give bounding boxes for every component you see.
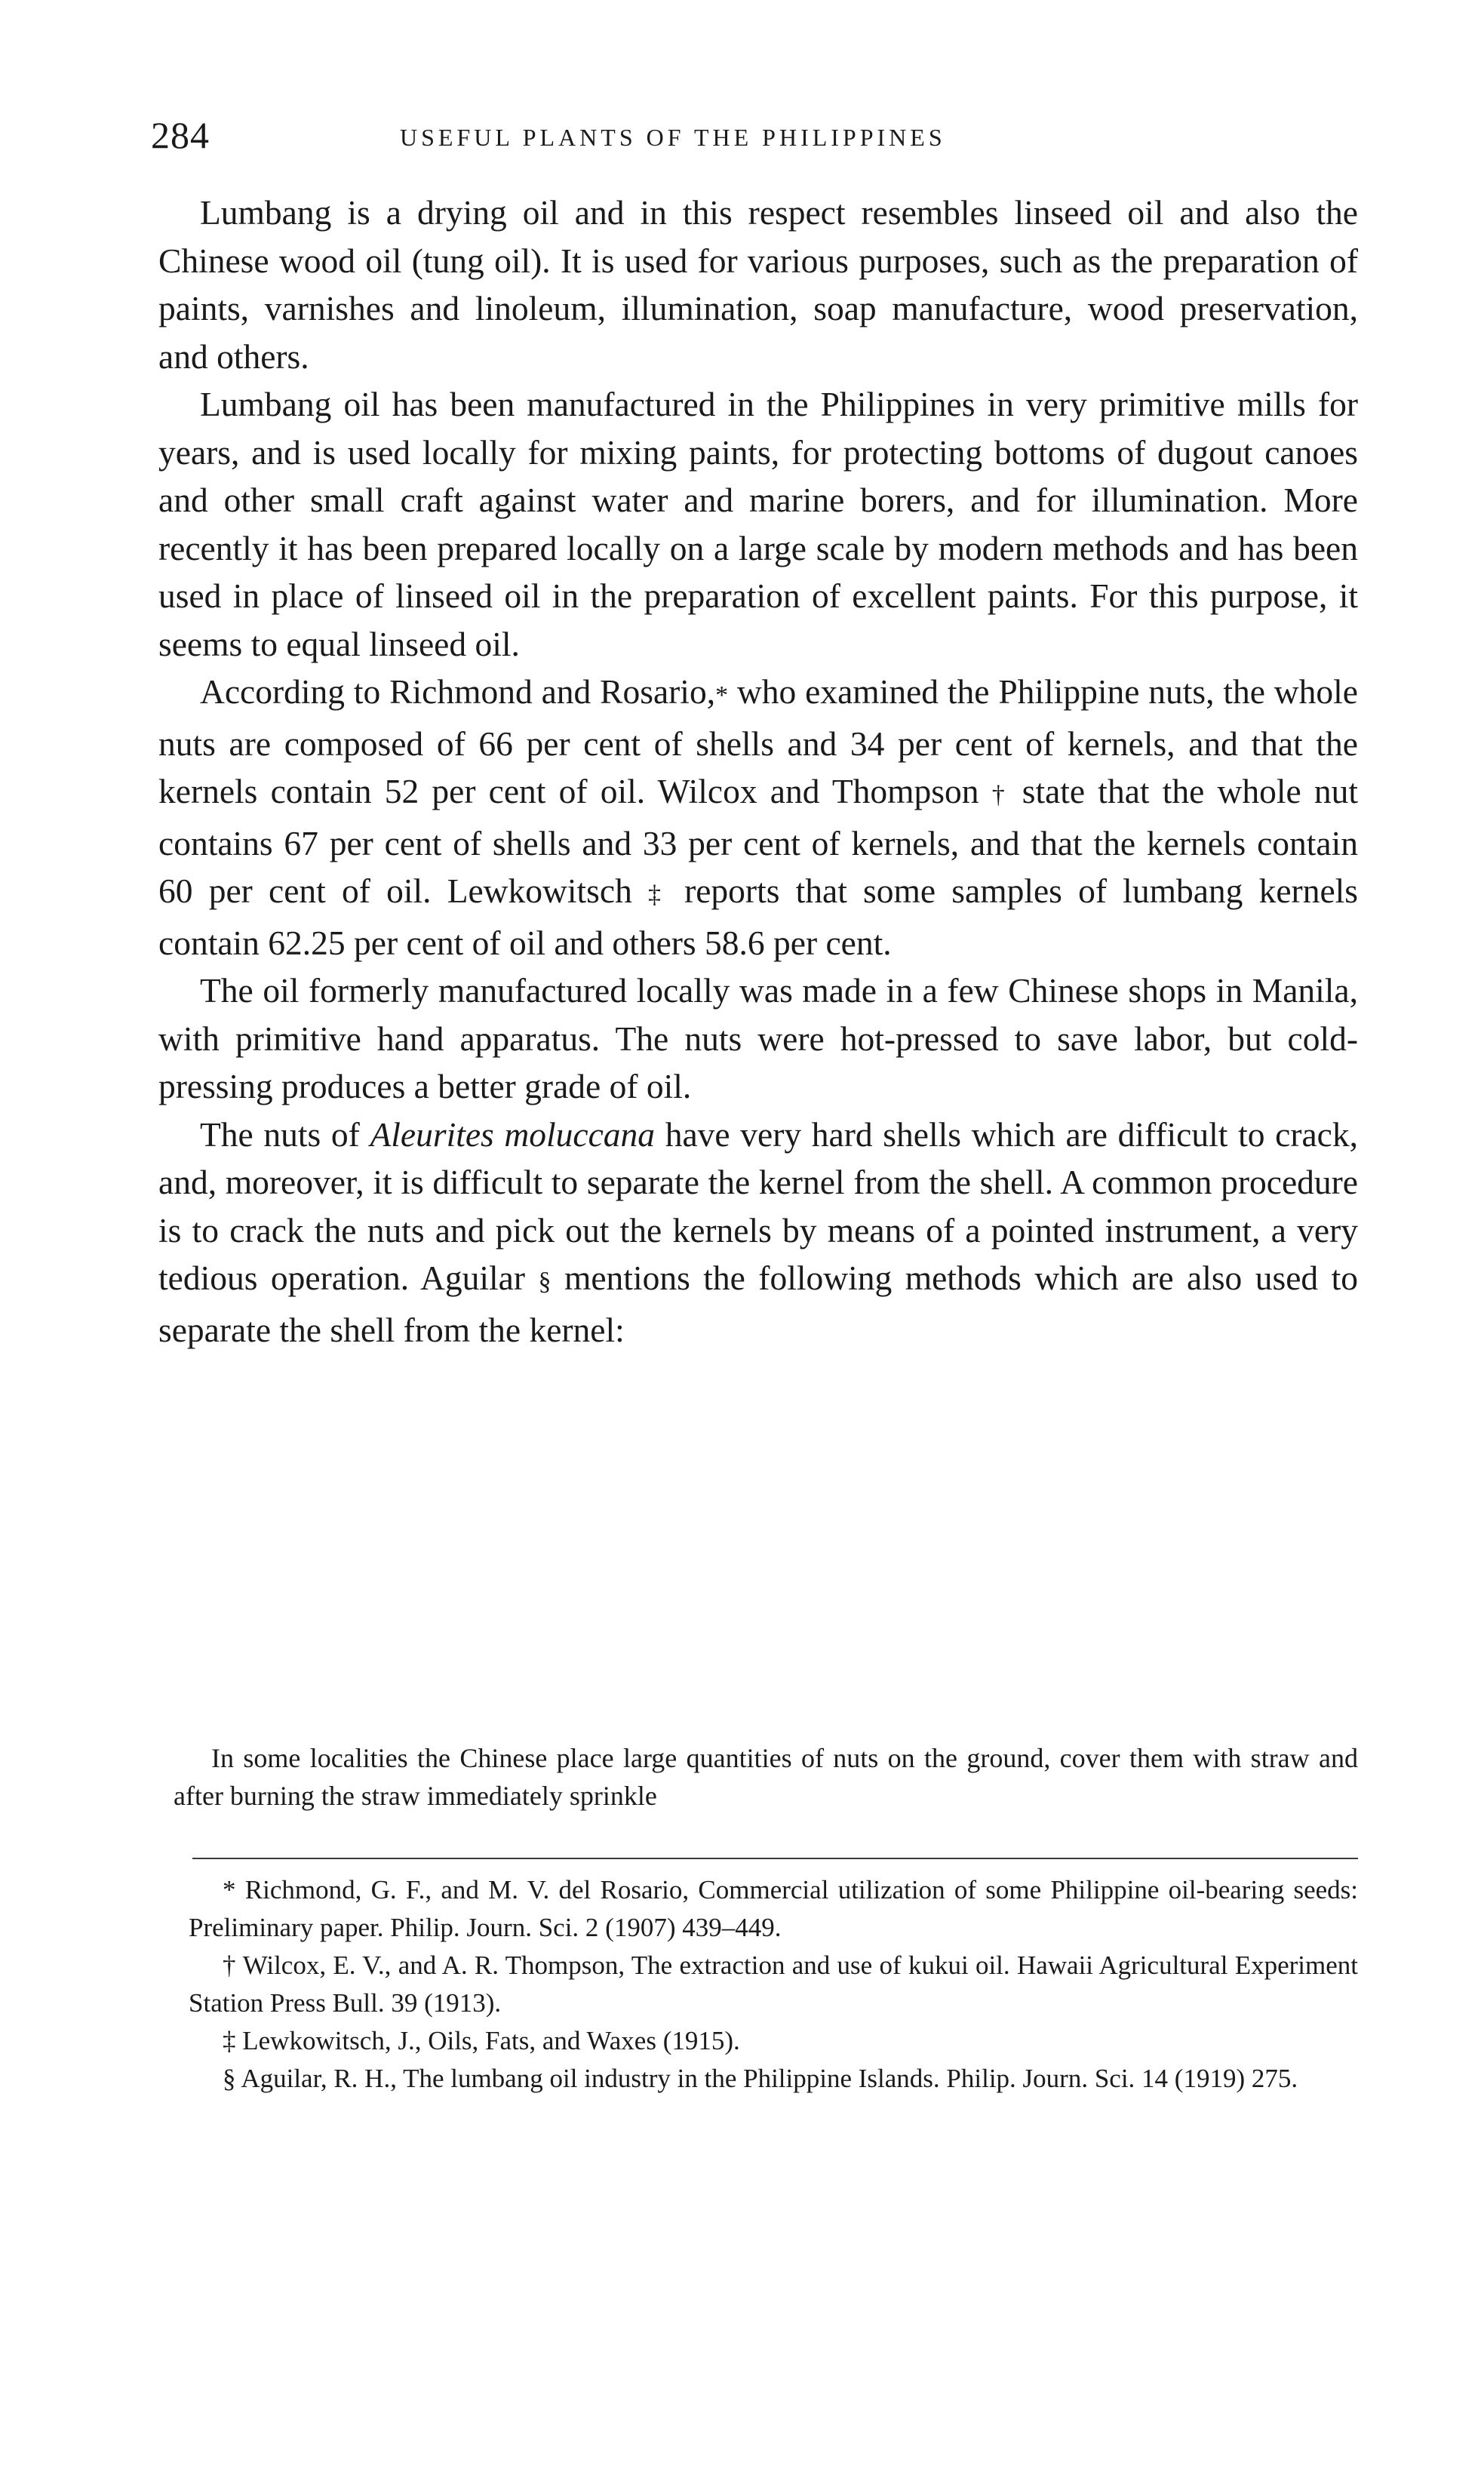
- quoted-extract: [174, 1739, 1358, 1815]
- page-number: 284: [151, 114, 210, 156]
- footnote-aguilar: [189, 2060, 1358, 2098]
- page-header: [151, 113, 1373, 166]
- paragraph-shells-text-1: The nuts of: [200, 1114, 370, 1154]
- paragraph-composition-text-1: According to Richmond and Rosario,: [200, 672, 716, 711]
- footnote-text: Wilcox, E. V., and A. R. Thompson, The extraction and use of kukui oil. Hawaii Agricultural Experiment Station Press Bull. 39 (1913).: [189, 1950, 1358, 2018]
- footnotes: [189, 1871, 1358, 2098]
- footnote-text: Richmond, G. F., and M. V. del Rosario, Commercial utilization of some Philippine oil-bearing seeds: Preliminary paper. Philip. Journ. Sci. 2 (1907) 439–449.: [189, 1875, 1358, 1942]
- footnote-richmond: [189, 1871, 1358, 1947]
- paragraph-shells-text-3: mentions the following methods which are also used to separate the shell from the kernel:: [158, 1259, 1359, 1349]
- footnote-text: Aguilar, R. H., The lumbang oil industry in the Philippine Islands. Philip. Journ. Sci. 14 (1919) 275.: [235, 2064, 1298, 2093]
- footnote-mark-asterisk: *: [223, 1875, 236, 1904]
- footnote-ref-double-dagger: ‡: [648, 881, 668, 908]
- footnote-mark-double-dagger: ‡: [223, 2026, 236, 2055]
- footnote-mark-dagger: †: [223, 1950, 237, 1980]
- footnote-divider: [192, 1858, 1358, 1859]
- footnote-ref-dagger: †: [991, 781, 1009, 809]
- paragraph-composition-text-2: who examined the Philippine nuts, the whole nuts are composed of 66 per cent of shells and 34 per cent of kernels, and that the kernels contain 52 per cent of oil. Wilcox and Thompson: [158, 672, 1358, 810]
- running-title: USEFUL PLANTS OF THE PHILIPPINES: [400, 124, 946, 151]
- footnote-text: Lewkowitsch, J., Oils, Fats, and Waxes (1915).: [235, 2026, 740, 2055]
- paragraph-shells: [158, 1111, 1358, 1354]
- body-text: [158, 189, 1358, 1354]
- footnote-ref-asterisk: *: [715, 681, 729, 709]
- footnote-mark-section: §: [223, 2064, 236, 2093]
- paragraph-shells-text-2: have very hard shells which are difficult to crack, and, moreover, it is difficult to separate the kernel from the shell. A common procedure is to crack the nuts and pick out the kernels by means of a pointed instrument, a very tedious operation. Aguilar: [158, 1114, 1358, 1297]
- paragraph-composition: [158, 668, 1358, 967]
- paragraph-composition-text-4: reports that some samples of lumbang kernels contain 62.25 per cent of oil and others 58.6 per cent.: [158, 872, 1359, 962]
- species-name: Aleurites moluccana: [370, 1114, 656, 1154]
- footnote-lewkowitsch: [189, 2022, 1358, 2060]
- paragraph-chinese-shops: The oil formerly manufactured locally was made in a few Chinese shops in Manila, with primitive hand apparatus. The nuts were hot-pressed to save labor, but cold-pressing produces a better grade of oil.: [158, 971, 1358, 1105]
- extract-text: In some localities the Chinese place large quantities of nuts on the ground, cover them with straw and after burning the straw immediately sprinkle: [174, 1743, 1358, 1811]
- footnote-wilcox: [189, 1947, 1358, 2022]
- footnote-ref-section: §: [538, 1268, 552, 1296]
- paragraph-composition-text-3: state that the whole nut contains 67 per cent of shells and 33 per cent of kernels, and that the kernels contain 60 per cent of oil. Lewkowitsch: [158, 772, 1359, 910]
- paragraph-drying-oil: Lumbang is a drying oil and in this respect resembles linseed oil and also the Chinese wood oil (tung oil). It is used for various purposes, such as the preparation of paints, varnishes and linoleum, illumination, soap manufacture, wood preservation, and others.: [158, 193, 1358, 376]
- paragraph-manufacture: Lumbang oil has been manufactured in the Philippines in very primitive mills for years, and is used locally for mixing paints, for protecting bottoms of dugout canoes and other small craft against water and marine borers, and for illumination. More recently it has been prepared locally on a large scale by modern methods and has been used in place of linseed oil in the preparation of excellent paints. For this purpose, it seems to equal linseed oil.: [158, 385, 1358, 663]
